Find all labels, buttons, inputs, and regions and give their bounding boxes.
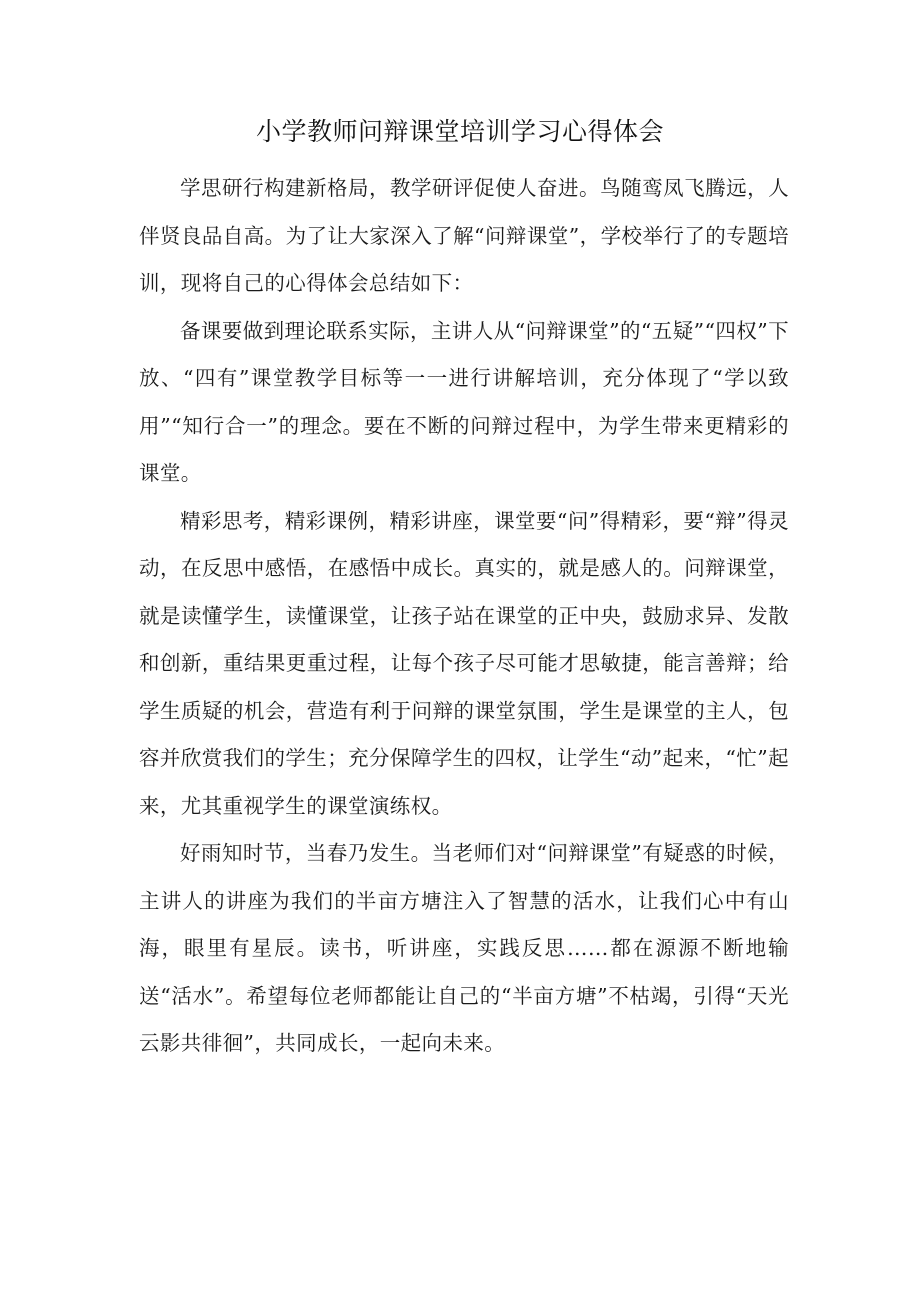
- paragraph-lesson-prep: 备课要做到理论联系实际，主讲人从“问辩课堂”的“五疑”“四权”下放、“四有”课堂教学目标等一一进行讲解培训，充分体现了“学以致用”“知行合一”的理念。要在不断的问辩过程中，为学生带来更精彩的课堂。: [139, 318, 789, 485]
- document-title: 小学教师问辩课堂培训学习心得体会: [255, 117, 664, 146]
- paragraph-thinking: 精彩思考，精彩课例，精彩讲座，课堂要“问”得精彩，要“辩”得灵动，在反思中感悟，在感悟中成长。真实的，就是感人的。问辩课堂，就是读懂学生，读懂课堂，让孩子站在课堂的正中央，鼓励求异、发散和创新，重结果更重过程，让每个孩子尽可能才思敏捷，能言善辩；给学生质疑的机会，营造有利于问辩的课堂氛围，学生是课堂的主人，包容并欣赏我们的学生；充分保障学生的四权，让学生“动”起来，“忙”起来，尤其重视学生的课堂演练权。: [139, 508, 789, 818]
- paragraph-intro: 学思研行构建新格局，教学研评促使人奋进。鸟随鸾凤飞腾远，人伴贤良品自高。为了让大家深入了解“问辩课堂”，学校举行了的专题培训，现将自己的心得体会总结如下：: [139, 176, 789, 295]
- paragraph-conclusion: 好雨知时节，当春乃发生。当老师们对“问辩课堂”有疑惑的时候，主讲人的讲座为我们的半亩方塘注入了智慧的活水，让我们心中有山海，眼里有星辰。读书，听讲座，实践反思……都在源源不断地输送“活水”。希望每位老师都能让自己的“半亩方塘”不枯竭，引得“天光云影共徘徊”，共同成长，一起向未来。: [139, 841, 789, 1055]
- document-body: [139, 165, 789, 1068]
